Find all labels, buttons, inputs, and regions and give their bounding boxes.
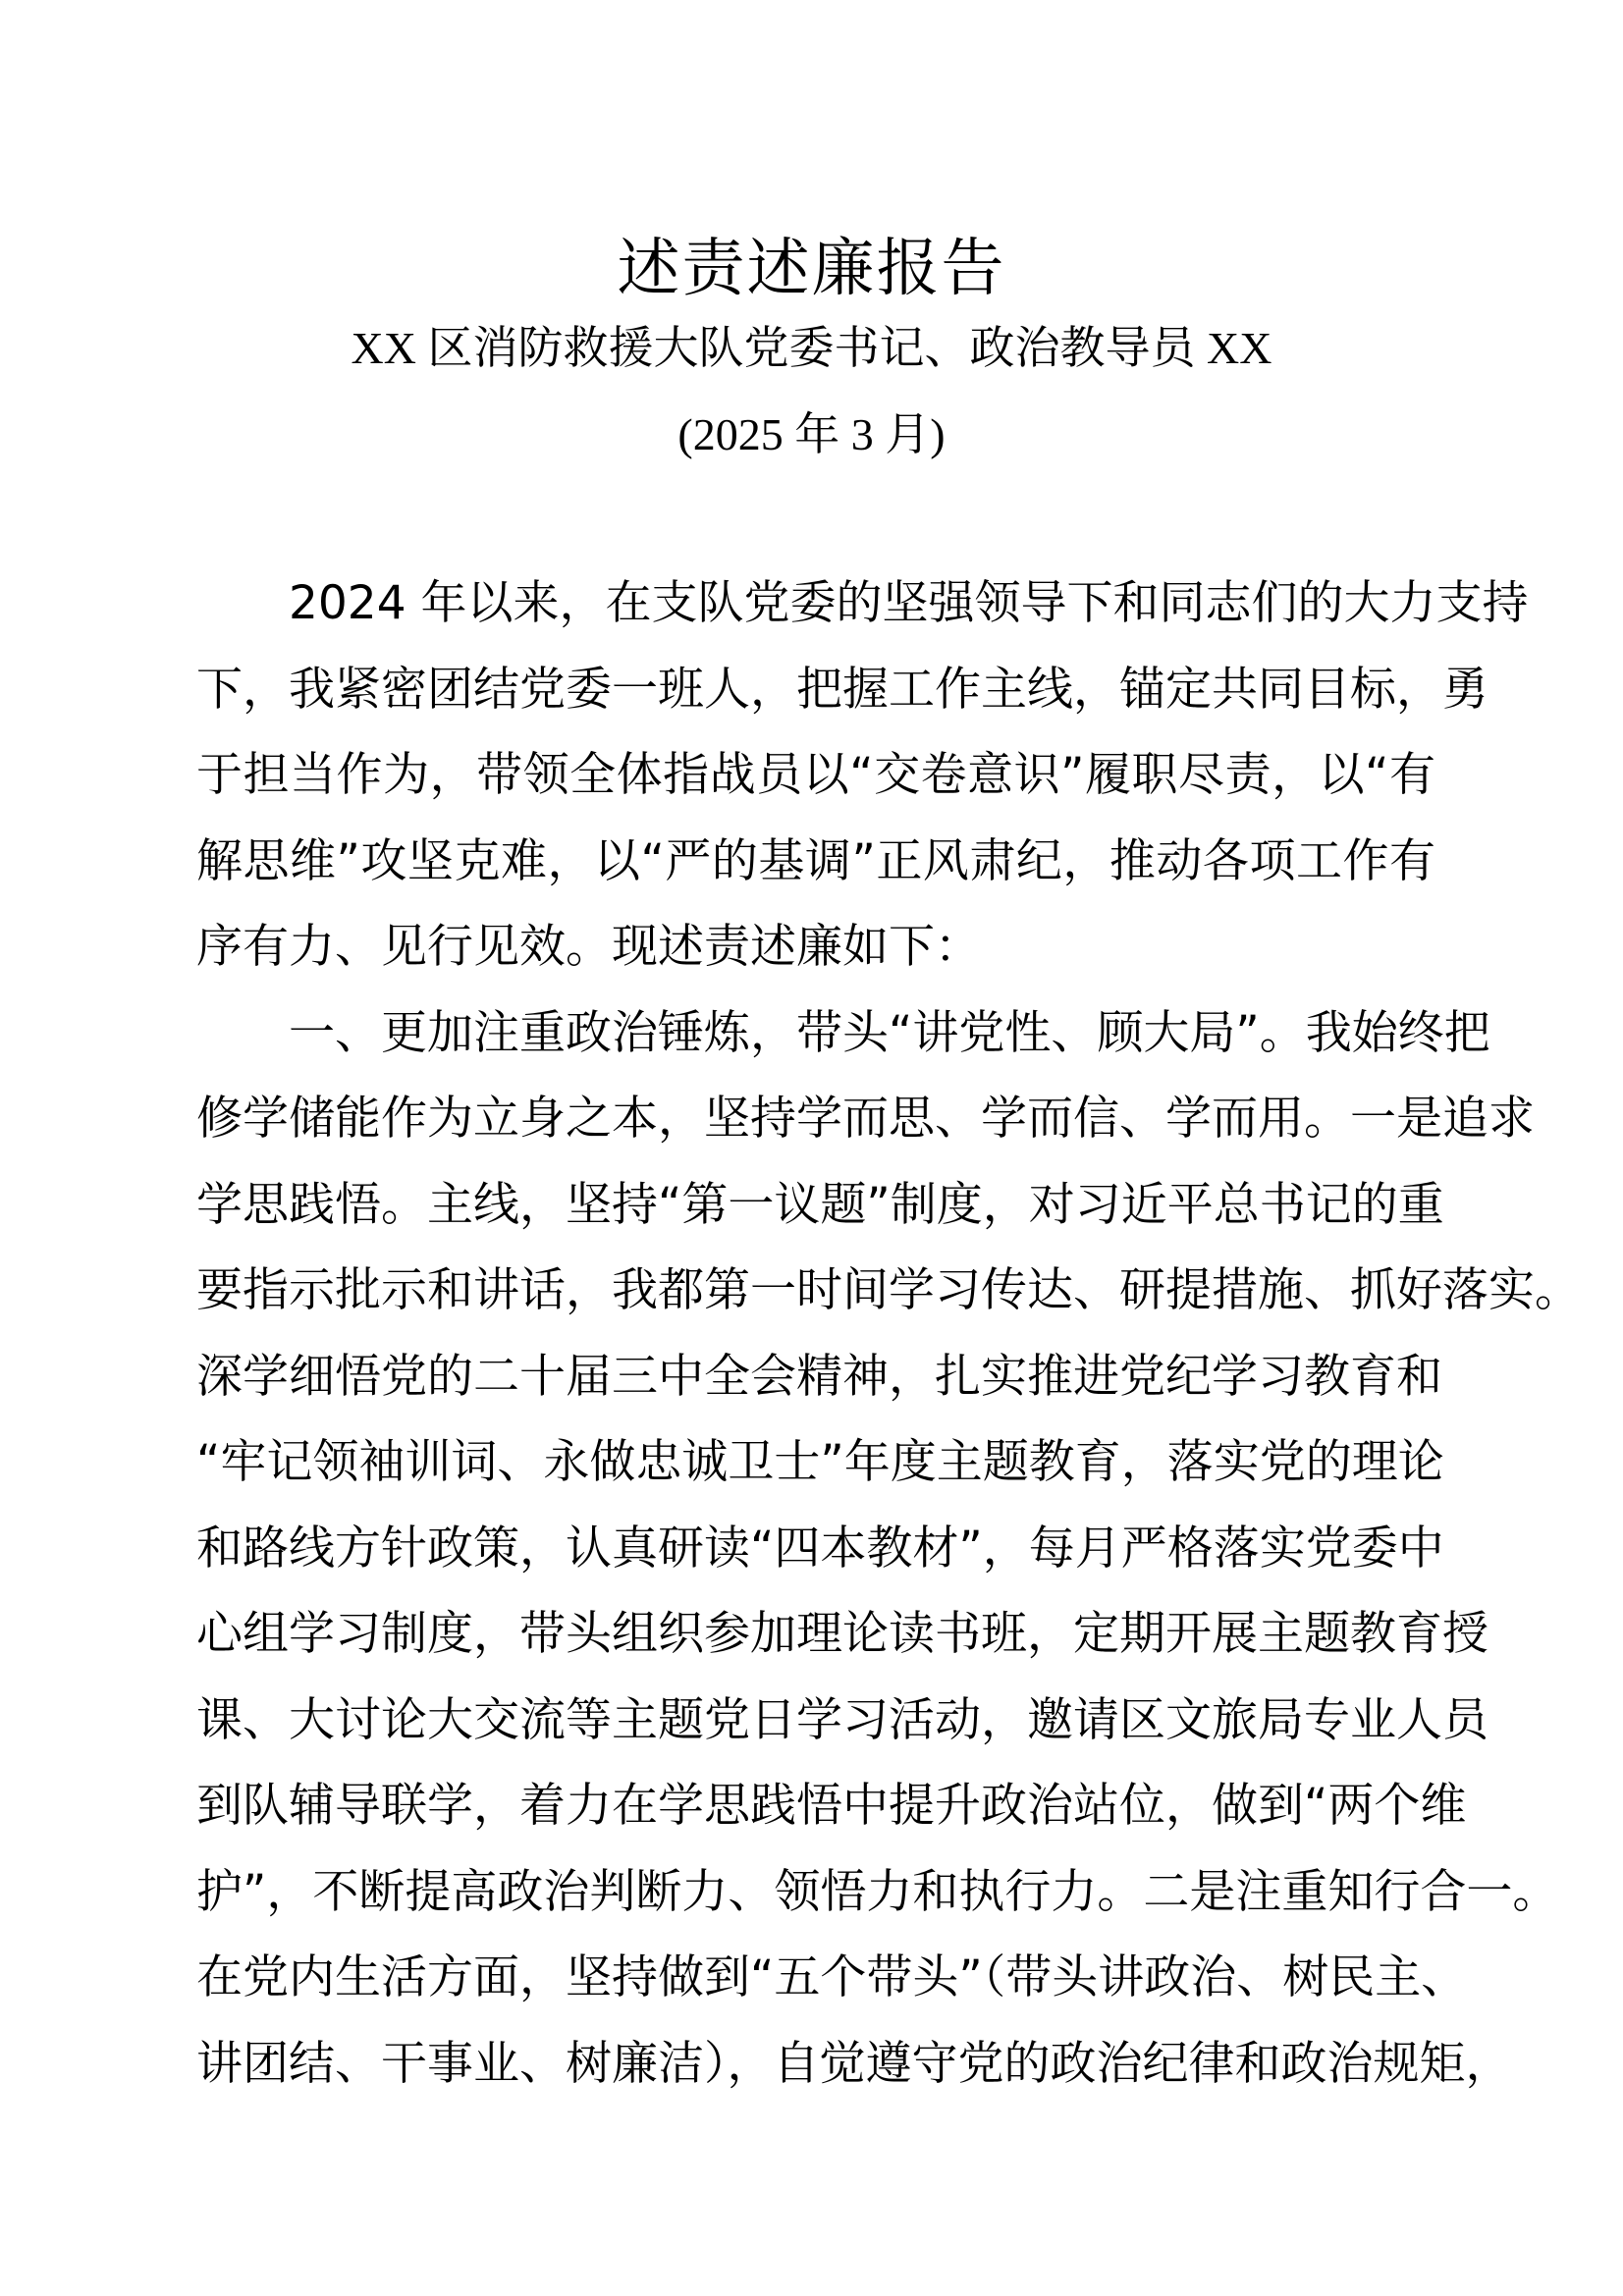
body-line: 护”，不断提高政治判断力、领悟力和执行力。二是注重知行合一。 <box>196 1864 1559 1919</box>
section-heading-line: 一、更加注重政治锤炼，带头“讲党性、顾大局”。我始终把 <box>289 1005 1490 1060</box>
body-line: 于担当作为，带领全体指战员以“交卷意识”履职尽责，以“有 <box>196 748 1435 802</box>
body-line: 和路线方针政策，认真研读“四本教材”，每月严格落实党委中 <box>196 1521 1444 1575</box>
body-line: 心组学习制度，带头组织参加理论读书班，定期开展主题教育授 <box>196 1607 1488 1661</box>
body-line: 讲团结、干事业、树廉洁），自觉遵守党的政治纪律和政治规矩， <box>196 2036 1512 2091</box>
body-line: 学思践悟。主线，坚持“第一议题”制度，对习近平总书记的重 <box>196 1177 1444 1232</box>
document-subtitle: XX 区消防救援大队党委书记、政治教导员 XX <box>351 323 1272 373</box>
document-date: (2025 年 3 月) <box>677 409 946 459</box>
document-body <box>196 574 1581 2120</box>
body-line: 到队辅导联学，着力在学思践悟中提升政治站位，做到“两个维 <box>196 1779 1467 1833</box>
body-line: “牢记领袖训词、永做忠诚卫士”年度主题教育，落实党的理论 <box>196 1435 1444 1489</box>
document-title: 述责述廉报告 <box>617 233 1006 305</box>
body-line: 课、大讨论大交流等主题党日学习活动，邀请区文旅局专业人员 <box>196 1692 1488 1747</box>
body-line: 下，我紧密团结党委一班人，把握工作主线，锚定共同目标，勇 <box>196 662 1488 717</box>
body-line: 深学细悟党的二十届三中全会精神，扎实推进党纪学习教育和 <box>196 1349 1442 1404</box>
body-line: 在党内生活方面，坚持做到“五个带头”（带头讲政治、树民主、 <box>196 1950 1468 2004</box>
body-line: 要指示批示和讲话，我都第一时间学习传达、研提措施、抓好落实。 <box>196 1263 1581 1317</box>
body-line: 2024 年以来，在支队党委的坚强领导下和同志们的大力支持 <box>289 576 1529 630</box>
body-line: 解思维”攻坚克难，以“严的基调”正风肃纪，推动各项工作有 <box>196 833 1435 888</box>
body-line: 修学储能作为立身之本，坚持学而思、学而信、学而用。一是追求 <box>196 1092 1535 1146</box>
body-line: 序有力、见行见效。现述责述廉如下： <box>196 920 981 974</box>
